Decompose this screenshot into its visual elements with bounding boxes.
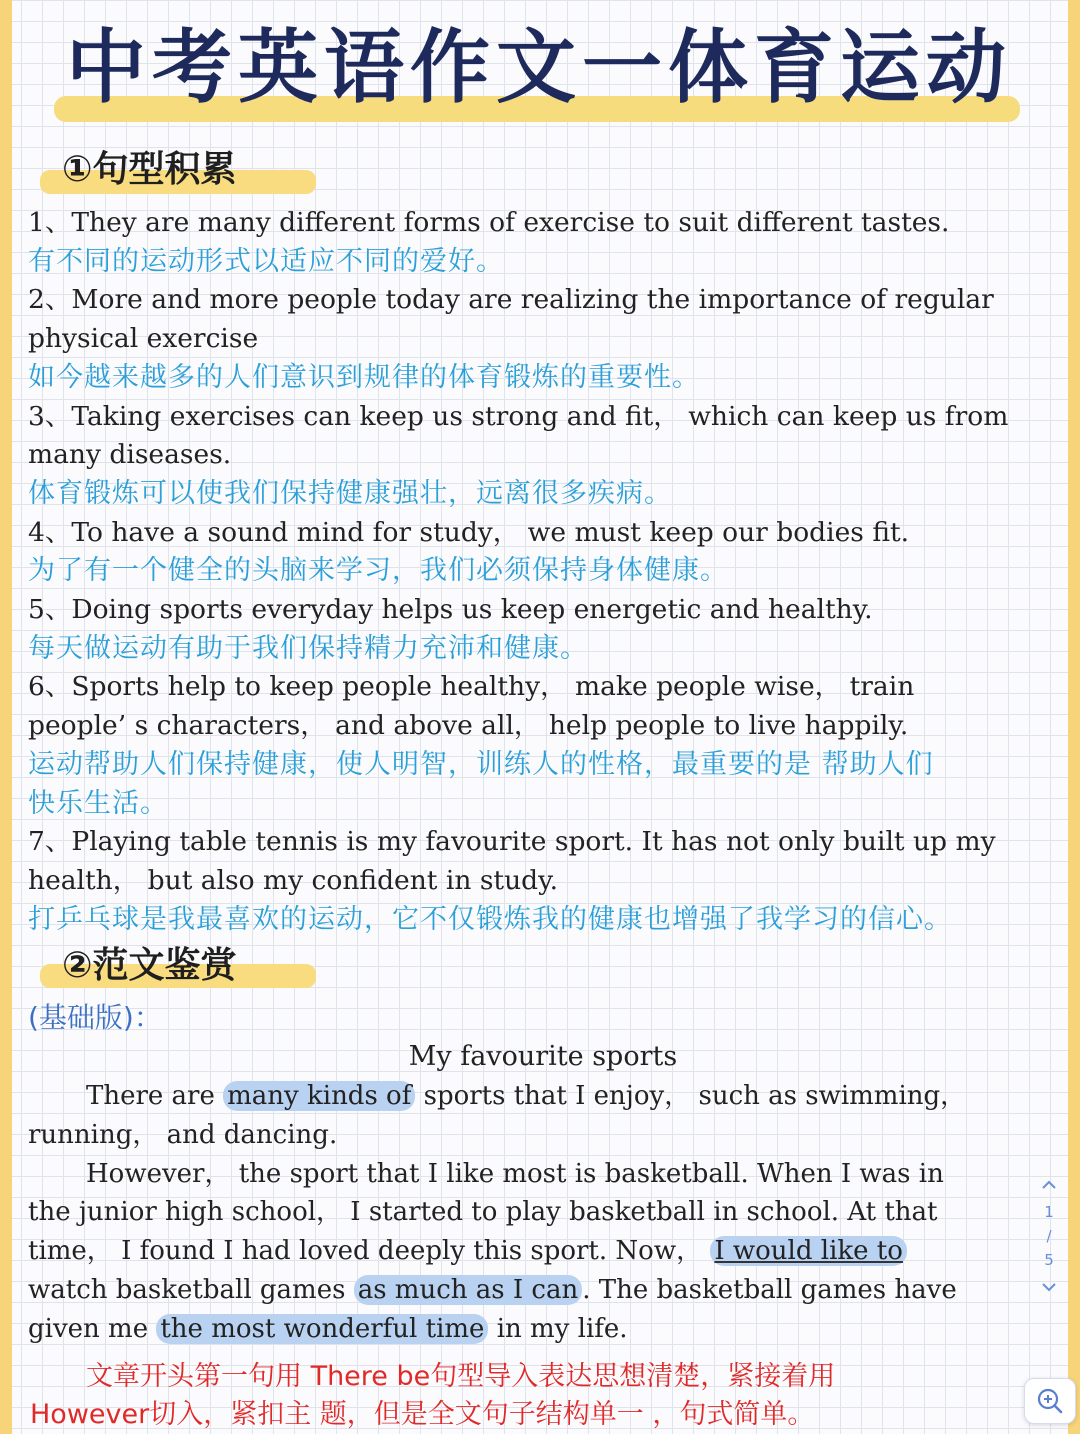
essay-text: time， I found I had loved deeply this sport. Now，: [28, 1236, 711, 1267]
sample-essay: [28, 1038, 1028, 1349]
current-page: 1: [1044, 1203, 1054, 1221]
essay-text: given me: [28, 1314, 157, 1345]
highlighted-phrase: the most wonderful time: [156, 1314, 488, 1344]
english-line: 7、Playing table tennis is my favourite sport. It has not only built up my: [28, 826, 996, 858]
sentence-item-2: [28, 281, 1068, 397]
english-line: people’ s characters， and above all， help people to live happily.: [28, 710, 909, 742]
teacher-comment: [30, 1358, 1020, 1434]
chinese-line: 如今越来越多的人们意识到规律的体育锻炼的重要性。: [28, 361, 700, 393]
section1-title: ①句型积累: [62, 149, 237, 190]
left-margin-stripe: [0, 0, 12, 1434]
highlighted-phrase: many kinds of: [223, 1081, 415, 1111]
essay-line: [28, 1077, 1028, 1116]
essay-line: [28, 1232, 1028, 1271]
essay-text: sports that I enjoy， such as swimming，: [415, 1080, 967, 1111]
english-line: health， but also my confident in study.: [28, 864, 558, 896]
essay-line: [28, 1271, 1028, 1310]
sentence-list: [28, 204, 1068, 939]
chevron-up-icon[interactable]: [1036, 1170, 1062, 1200]
chinese-line: 运动帮助人们保持健康，使人明智，训练人的性格，最重要的是 帮助人们: [28, 748, 934, 780]
chinese-line: 快乐生活。: [28, 787, 168, 819]
english-line: 4、To have a sound mind for study， we must keep our bodies fit.: [28, 516, 910, 548]
chinese-line: 打乒乓球是我最喜欢的运动，它不仅锻炼我的健康也增强了我学习的信心。: [28, 903, 952, 935]
essay-text: . The basketball games have: [582, 1275, 957, 1306]
sentence-item-4: [28, 514, 1068, 591]
english-line: 6、Sports help to keep people healthy， make people wise， train: [28, 671, 915, 703]
page-separator: /: [1046, 1227, 1052, 1245]
highlighted-phrase: I would like to: [710, 1236, 907, 1266]
sentence-item-6: [28, 668, 1068, 823]
essay-text: in my life.: [488, 1314, 628, 1345]
essay-line: However， the sport that I like most is basketball. When I was in: [86, 1158, 944, 1189]
essay-line: the junior high school， I started to play basketball in school. At that: [28, 1197, 938, 1228]
essay-title: My favourite sports: [408, 1041, 678, 1072]
page-title: 中考英语作文一体育运动: [66, 21, 1012, 114]
sentence-item-5: [28, 591, 1068, 668]
essay-text: There are: [86, 1080, 224, 1111]
english-line: 3、Taking exercises can keep us strong and fit， which can keep us from: [28, 400, 1009, 432]
chevron-down-icon[interactable]: [1036, 1272, 1062, 1302]
essay-line: [28, 1310, 1028, 1349]
sentence-item-1: [28, 204, 1068, 281]
right-margin-stripe: [1068, 0, 1080, 1434]
zoom-in-icon: [1025, 1408, 1075, 1427]
version-label: (基础版)：: [28, 1001, 162, 1034]
essay-text: watch basketball games: [28, 1275, 354, 1306]
comment-line: However切入，紧扣主 题，但是全文句子结构单一 ，句式简单。: [30, 1399, 815, 1430]
section2-title: ②范文鉴赏: [62, 945, 237, 986]
essay-line: running， and dancing.: [28, 1119, 338, 1150]
chinese-line: 每天做运动有助于我们保持精力充沛和健康。: [28, 632, 588, 664]
english-line: 5、Doing sports everyday helps us keep energetic and healthy.: [28, 594, 873, 626]
comment-line: 文章开头第一句用 There be句型导入表达思想清楚，紧接着用: [86, 1361, 836, 1392]
english-line: many diseases.: [28, 439, 232, 471]
chinese-line: 有不同的运动形式以适应不同的爱好。: [28, 245, 504, 277]
chinese-line: 体育锻炼可以使我们保持健康强壮，远离很多疾病。: [28, 477, 672, 509]
sentence-item-3: [28, 398, 1068, 514]
english-line: 2、More and more people today are realizing the importance of regular: [28, 284, 994, 316]
total-pages: 5: [1044, 1251, 1054, 1269]
sentence-item-7: [28, 823, 1068, 939]
highlighted-phrase: as much as I can: [354, 1275, 583, 1305]
page-indicator: [1036, 1170, 1062, 1330]
chinese-line: 为了有一个健全的头脑来学习，我们必须保持身体健康。: [28, 555, 728, 587]
english-line: 1、They are many different forms of exercise to suit different tastes.: [28, 207, 950, 238]
english-line: physical exercise: [28, 323, 259, 355]
zoom-button[interactable]: [1024, 1378, 1076, 1424]
